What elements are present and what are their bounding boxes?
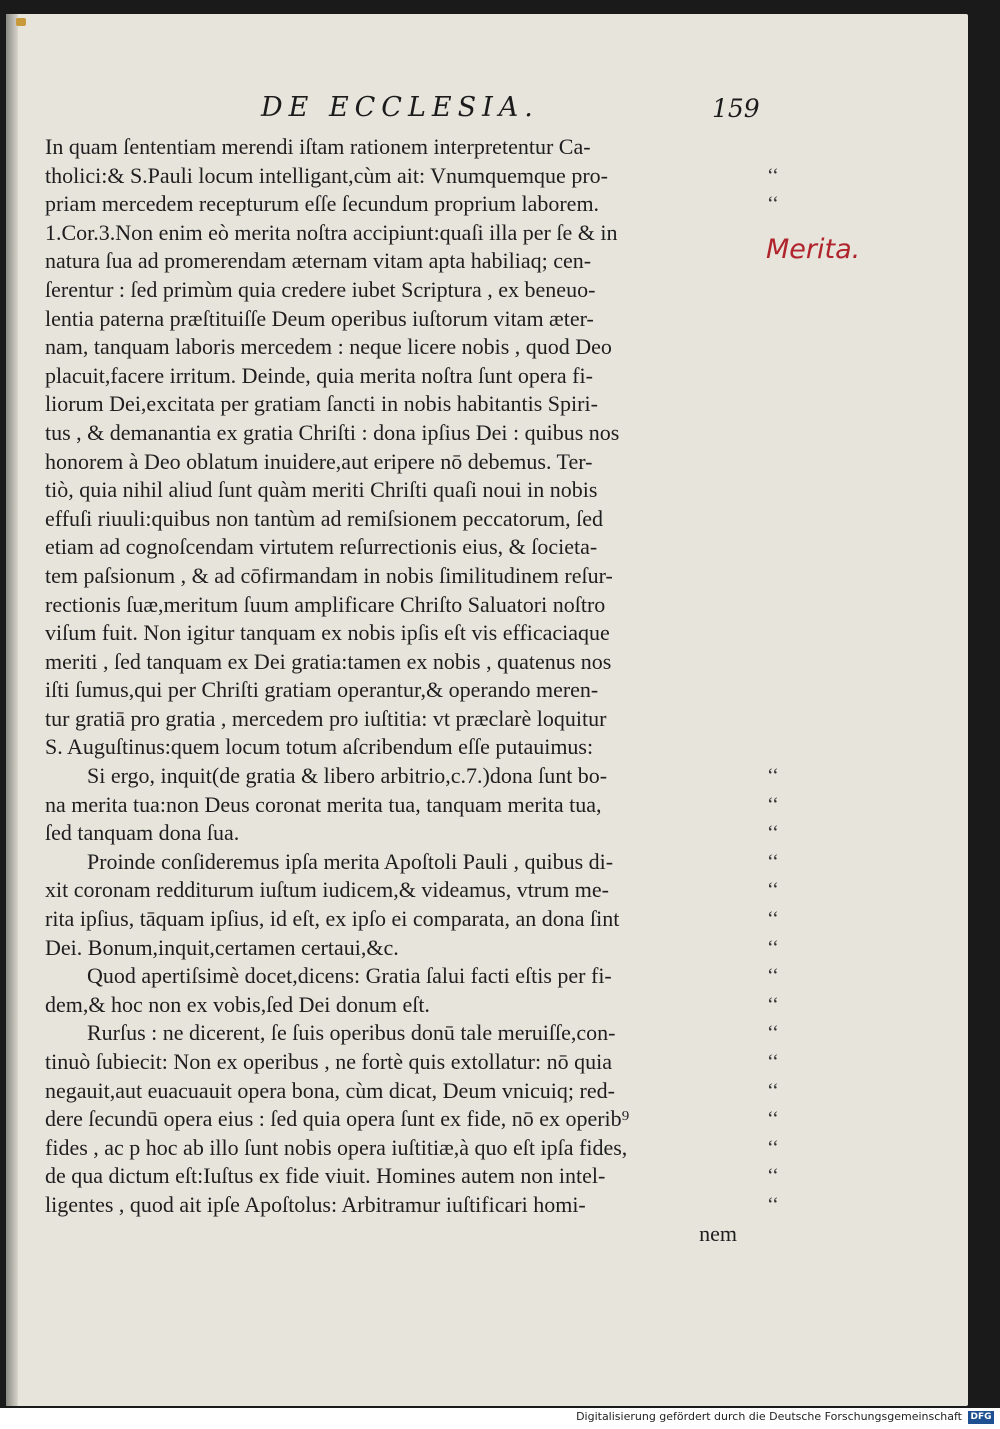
text-line [45,791,785,820]
page-gutter [6,14,18,1406]
line-text: iſti ſumus,qui per Chriſti gratiam operantur,& operando meren- [45,677,599,703]
line-text: 1.Cor.3.Non enim eò merita noſtra accipiunt:quaſi illa per ſe & in [45,219,618,245]
text-line [45,905,785,934]
line-text: Dei. Bonum,inquit,certamen certaui,&c. [45,934,399,960]
line-text: de qua dictum eſt:Iuſtus ex fide viuit. Homines autem non intel- [45,1163,606,1189]
line-text: natura ſua ad promerendam æternam vitam apta habiliaq; cen- [45,248,592,274]
quotation-mark: ‘‘ [767,850,779,873]
quotation-mark: ‘‘ [767,879,779,902]
quotation-mark: ‘‘ [767,1022,779,1045]
line-text: tus , & demanantia ex gratia Chriſti : dona ipſius Dei : quibus nos [45,419,620,445]
text-line [45,705,785,734]
text-line [45,762,785,791]
quotation-mark: ‘‘ [767,1079,779,1102]
line-text: Quod apertiſsimè docet,dicens: Gratia ſalui facti eſtis per fi- [87,963,612,989]
text-line [45,448,785,477]
text-line [45,1048,785,1077]
text-line [45,276,785,305]
line-text: dem,& hoc non ex vobis,ſed Dei donum eſt. [45,991,430,1017]
line-text: S. Auguſtinus:quem locum totum aſcribendum eſſe putauimus: [45,734,594,760]
text-line [45,591,785,620]
line-text: na merita tua:non Deus coronat merita tua, tanquam merita tua, [45,791,602,817]
footer-bar [0,1408,1000,1429]
line-text: effuſi riuuli:quibus non tantùm ad remiſsionem peccatorum, ſed [45,505,604,531]
line-text: honorem à Deo oblatum inuidere,aut eripere nō debemus. Ter- [45,448,593,474]
line-text: priam mercedem recepturum eſſe ſecundum proprium laborem. [45,191,600,217]
corner-tab [16,18,26,26]
quotation-mark: ‘‘ [767,965,779,988]
line-text: rita ipſius, tāquam ipſius, id eſt, ex ipſo ei comparata, an dona ſint [45,906,620,932]
funding-credit: Digitalisierung gefördert durch die Deutsche Forschungsgemeinschaft [576,1410,962,1423]
line-text: rectionis ſuæ,meritum ſuum amplificare Chriſto Saluatori noſtro [45,591,606,617]
quotation-mark: ‘‘ [767,193,779,216]
line-text: tholici:& S.Pauli locum intelligant,cùm ait: Vnumquemque pro- [45,162,608,188]
text-line [45,219,785,248]
text-line [45,619,785,648]
text-line [45,991,785,1020]
line-text: dere ſecundū opera eius : ſed quia opera ſunt ex fide, nō ex operib⁹ [45,1106,630,1132]
text-line [45,247,785,276]
line-text: viſum fuit. Non igitur tanquam ex nobis ipſis eſt vis efficaciaque [45,620,610,646]
line-text: ſed tanquam dona ſua. [45,820,240,846]
text-line [45,476,785,505]
text-line [45,1191,785,1220]
text-line [45,362,785,391]
text-block [45,133,785,1248]
text-line [45,1019,785,1048]
line-text: fides , ac p hoc ab illo ſunt nobis opera iuſtitiæ,à quo eſt ipſa fides, [45,1134,628,1160]
quotation-mark: ‘‘ [767,993,779,1016]
dfg-logo: DFG [968,1411,994,1424]
book-page [6,14,968,1406]
line-text: lentia paterna præſtituiſſe Deum operibus iuſtorum vitam æter- [45,305,594,331]
text-line [45,419,785,448]
quotation-mark: ‘‘ [767,908,779,931]
quotation-mark: ‘‘ [767,1193,779,1216]
line-text: tem paſsionum , & ad cōfirmandam in nobis ſimilitudinem reſur- [45,562,613,588]
page-header [6,92,968,132]
quotation-mark: ‘‘ [767,936,779,959]
line-text: In quam ſententiam merendi iſtam rationem interpretentur Ca- [45,134,591,159]
quotation-mark: ‘‘ [767,822,779,845]
text-line [45,848,785,877]
line-text: ſerentur : ſed primùm quia credere iubet Scriptura , ex beneuo- [45,276,596,302]
quotation-mark: ‘‘ [767,1136,779,1159]
quotation-mark: ‘‘ [767,1108,779,1131]
line-text: ligentes , quod ait ipſe Apoſtolus: Arbitramur iuſtificari homi- [45,1191,586,1217]
line-text: tiò, quia nihil aliud ſunt quàm meriti Chriſti quaſi noui in nobis [45,477,598,503]
text-line [45,819,785,848]
line-text: xit coronam redditurum iuſtum iudicem,& videamus, vtrum me- [45,877,609,903]
text-line [45,390,785,419]
line-text: tinuò ſubiecit: Non ex operibus , ne fortè quis extollatur: nō quia [45,1049,612,1074]
line-text: liorum Dei,excitata per gratiam ſancti in nobis habitantis Spiri- [45,391,598,417]
text-line [45,562,785,591]
text-line [45,648,785,677]
line-text: negauit,aut euacuauit opera bona, cùm dicat, Deum vnicuiq; red- [45,1077,615,1103]
text-line [45,505,785,534]
line-text: nem [699,1220,737,1246]
line-text: meriti , ſed tanquam ex Dei gratia:tamen ex nobis , quatenus nos [45,648,612,674]
text-line [45,1105,785,1134]
text-line [45,1134,785,1163]
margin-annotation: Merita. [766,234,861,265]
line-text: Rurſus : ne dicerent, ſe ſuis operibus donū tale meruiſſe,con- [87,1020,616,1046]
line-text: Proinde conſideremus ipſa merita Apoſtoli Pauli , quibus di- [87,848,614,874]
quotation-mark: ‘‘ [767,164,779,187]
text-line [45,190,785,219]
quotation-mark: ‘‘ [767,793,779,816]
text-line [45,533,785,562]
text-line [45,1077,785,1106]
quotation-mark: ‘‘ [767,765,779,788]
text-line [45,305,785,334]
text-line [45,1162,785,1191]
line-text: Si ergo, inquit(de gratia & libero arbitrio,c.7.)dona ſunt bo- [87,763,608,789]
line-text: nam, tanquam laboris mercedem : neque licere nobis , quod Deo [45,334,612,360]
text-line [45,333,785,362]
line-text: etiam ad cognoſcendam virtutem reſurrectionis eius, & ſocieta- [45,534,598,560]
page-number: 159 [712,94,760,123]
line-text: tur gratiā pro gratia , mercedem pro iuſtitia: vt præclarè loquitur [45,705,607,731]
text-line [45,162,785,191]
quotation-mark: ‘‘ [767,1165,779,1188]
running-head: DE ECCLESIA. [261,92,539,123]
text-line [45,962,785,991]
line-text: placuit,facere irritum. Deinde, quia merita noſtra ſunt opera fi- [45,362,593,388]
text-line [45,1220,785,1249]
quotation-mark: ‘‘ [767,1051,779,1073]
text-line [45,133,785,162]
text-line [45,733,785,762]
text-line [45,876,785,905]
text-line [45,676,785,705]
text-line [45,934,785,963]
